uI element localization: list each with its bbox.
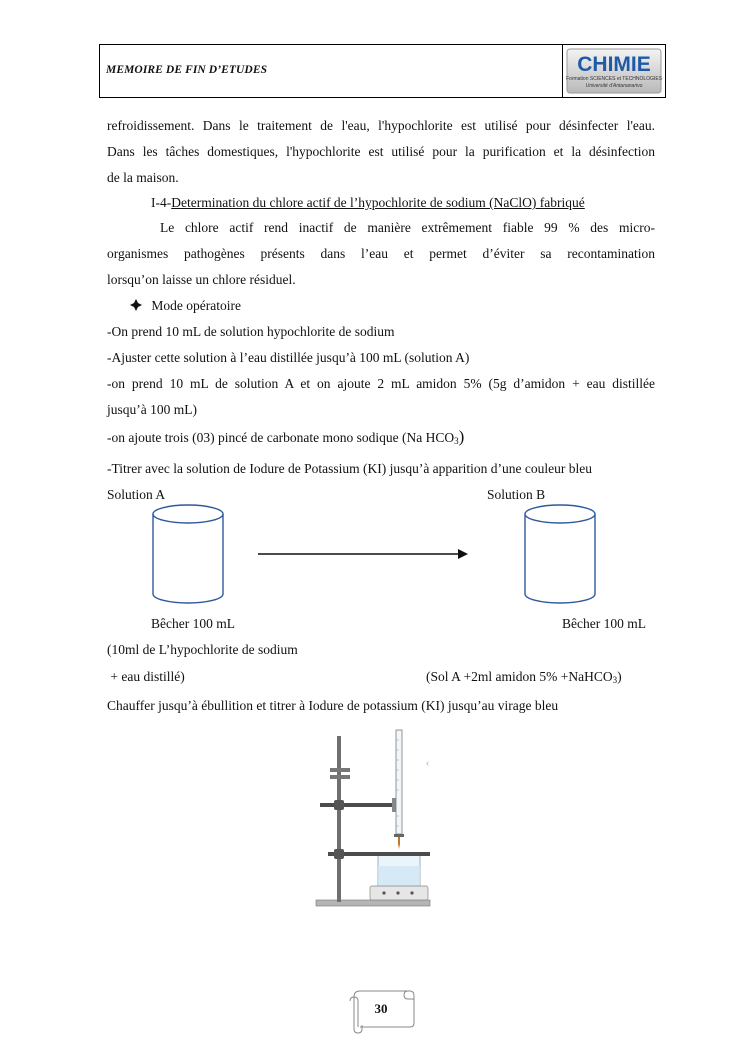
desc-a-line2: + eau distillé) [107, 669, 185, 684]
desc-b-text: (Sol A +2ml amidon 5% +NaHCO [426, 669, 613, 684]
header-title: MEMOIRE DE FIN D’ETUDES [106, 64, 268, 76]
beaker-a-icon [153, 505, 223, 603]
logo-sub-text-1: Formation SCIENCES et TECHNOLOGIES [566, 76, 662, 82]
desc-b-end: ) [617, 669, 622, 684]
section-number: I-4- [151, 195, 172, 210]
section-title: Determination du chlore actif de l’hypochlorite de sodium (NaClO) fabriqué [171, 195, 585, 210]
page-number: 30 [374, 1001, 388, 1016]
step-line-carbonate [107, 429, 464, 446]
mode-heading [130, 298, 241, 314]
step-line: -On prend 10 mL de solution hypochlorite de sodium [107, 324, 395, 339]
desc-b [426, 669, 622, 685]
paragraph-line: lorsqu’on laisse un chlore résiduel. [107, 272, 296, 287]
step-line: -on prend 10 mL de solution A et on ajoute 2 mL amidon 5% (5g d’amidon + eau distillée [107, 376, 655, 391]
paragraph-line: de la maison. [107, 170, 179, 185]
mode-title: Mode opératoire [151, 298, 241, 313]
step-line: jusqu’à 100 mL) [107, 402, 197, 417]
chimie-logo [566, 48, 662, 94]
step-carbonate-end: ) [458, 427, 465, 446]
beaker-b-icon [525, 505, 595, 603]
step-carbonate-text: -on ajoute trois (03) pincé de carbonate mono sodique (Na HCO [107, 430, 455, 445]
section-heading [151, 195, 585, 211]
page-header [99, 44, 666, 98]
paragraph-line: organismes pathogènes présents dans l’eau et permet d’éviter sa recontamination [107, 246, 655, 261]
final-instruction: Chauffer jusqu’à ébullition et titrer à Iodure de potassium (KI) jusqu’au virage bleu [107, 698, 559, 713]
becher-b-label: Bêcher 100 mL [562, 616, 646, 631]
titration-apparatus-image [312, 728, 436, 912]
paragraph-line: Le chlore actif rend inactif de manière extrêmement fiable 99 % des micro- [160, 220, 655, 235]
step-line: -Ajuster cette solution à l’eau distillée jusqu’à 100 mL (solution A) [107, 350, 470, 365]
step-carbonate-sub: 3 [454, 436, 459, 446]
paragraph-line: Dans les tâches domestiques, l'hypochlorite est utilisé pour la purification et la désinfection [107, 144, 655, 159]
logo-main-text: CHIMIE [577, 53, 651, 76]
becher-a-label: Bêcher 100 mL [151, 616, 235, 631]
step-line: -Titrer avec la solution de Iodure de Potassium (KI) jusqu’à apparition d’une couleur bleu [107, 461, 592, 476]
solution-b-label: Solution B [487, 487, 546, 502]
page-number-scroll [346, 987, 416, 1035]
solution-a-label: Solution A [107, 487, 166, 502]
beaker-diagram [140, 498, 620, 610]
transfer-arrow [258, 549, 468, 559]
svg-text:‹: ‹ [426, 758, 429, 768]
diamond-bullet-icon [130, 299, 142, 311]
desc-b-sub: 3 [612, 675, 618, 685]
desc-a-line1: (10ml de L’hypochlorite de sodium [107, 642, 298, 657]
header-divider [562, 45, 563, 97]
logo-sub-text-2: Université d'Antananarivo [585, 83, 643, 89]
paragraph-line: refroidissement. Dans le traitement de l'eau, l'hypochlorite est utilisé pour désinfecter l'eau. [107, 118, 655, 133]
